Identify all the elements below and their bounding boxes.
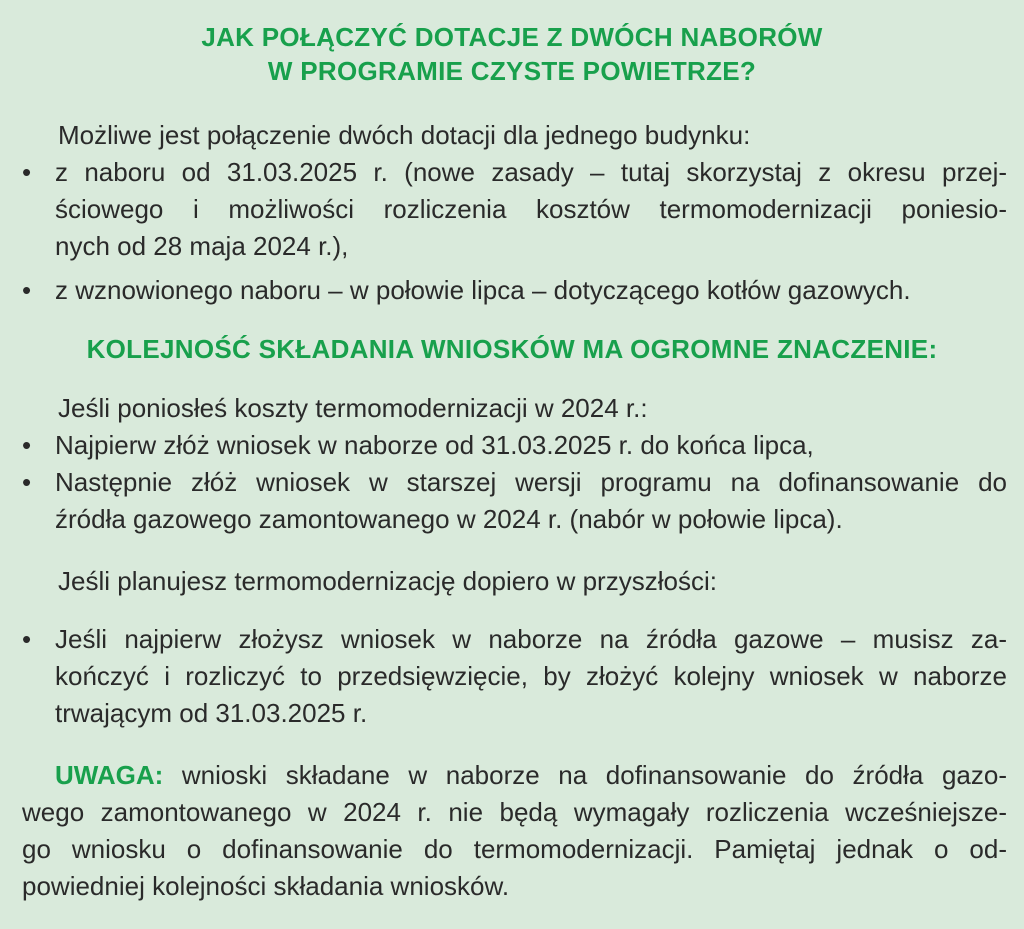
list-item bbox=[22, 427, 1007, 464]
note-label: UWAGA: bbox=[55, 760, 164, 790]
list-item-text bbox=[55, 427, 1007, 464]
note-text: wnioski składane w naborze na dofinansowanie do źródła gazo- bbox=[163, 760, 1007, 790]
bullet-icon: • bbox=[22, 157, 32, 187]
section-heading: KOLEJNOŚĆ SKŁADANIA WNIOSKÓW MA OGROMNE ZNACZENIE: bbox=[86, 334, 938, 364]
page-title-line-1: JAK POŁĄCZYĆ DOTACJE Z DWÓCH NABORÓW bbox=[201, 22, 823, 52]
page-title-line-2: W PROGRAMIE CZYSTE POWIETRZE? bbox=[267, 56, 757, 86]
list-item-line: nych od 28 maja 2024 r.), bbox=[55, 231, 349, 261]
bullet-icon: • bbox=[22, 275, 32, 305]
list-item-text bbox=[55, 154, 1007, 265]
bullet-icon: • bbox=[22, 430, 32, 460]
list-item bbox=[22, 621, 1007, 732]
bullet-icon: • bbox=[22, 467, 32, 497]
intro-paragraph: Możliwe jest połączenie dwóch dotacji dla jednego budynku: bbox=[58, 120, 751, 150]
list-item-line: z wznowionego naboru – w połowie lipca – dotyczącego kotłów gazowych. bbox=[55, 275, 911, 305]
bullet-icon: • bbox=[22, 624, 32, 654]
note-line: powiedniej kolejności składania wniosków. bbox=[22, 871, 510, 901]
list-item bbox=[22, 464, 1007, 538]
list-item-line: Jeśli najpierw złożysz wniosek w naborze na źródła gazowe – musisz za- bbox=[55, 624, 1007, 654]
list-item-line: Najpierw złóż wniosek w naborze od 31.03.2025 r. do końca lipca, bbox=[55, 430, 814, 460]
note-line: go wniosku o dofinansowanie do termomodernizacji. Pamiętaj jednak o od- bbox=[22, 834, 1007, 864]
list-item bbox=[22, 154, 1007, 265]
list-item-text bbox=[55, 272, 1007, 309]
note-paragraph bbox=[22, 757, 1007, 905]
case-intro-past: Jeśli poniosłeś koszty termomodernizacji w 2024 r.: bbox=[58, 393, 648, 423]
list-item-line: z naboru od 31.03.2025 r. (nowe zasady – tutaj skorzystaj z okresu przej- bbox=[55, 157, 1007, 187]
page-title bbox=[0, 20, 1024, 88]
list-item-line: źródła gazowego zamontowanego w 2024 r. (nabór w połowie lipca). bbox=[55, 504, 843, 534]
list-item-line: trwającym od 31.03.2025 r. bbox=[55, 698, 368, 728]
note-line: wego zamontowanego w 2024 r. nie będą wymagały rozliczenia wcześniejsze- bbox=[22, 797, 1007, 827]
list-item-text bbox=[55, 621, 1007, 732]
list-item-line: Następnie złóż wniosek w starszej wersji programu na dofinansowanie do bbox=[55, 467, 1007, 497]
list-item-text bbox=[55, 464, 1007, 538]
list-item bbox=[22, 272, 1007, 309]
note-line bbox=[22, 757, 1007, 794]
list-item-line: kończyć i rozliczyć to przedsięwzięcie, by złożyć kolejny wniosek w naborze bbox=[55, 661, 1007, 691]
case-intro-future: Jeśli planujesz termomodernizację dopiero w przyszłości: bbox=[58, 566, 717, 596]
list-item-line: ściowego i możliwości rozliczenia kosztów termomodernizacji poniesio- bbox=[55, 194, 1007, 224]
